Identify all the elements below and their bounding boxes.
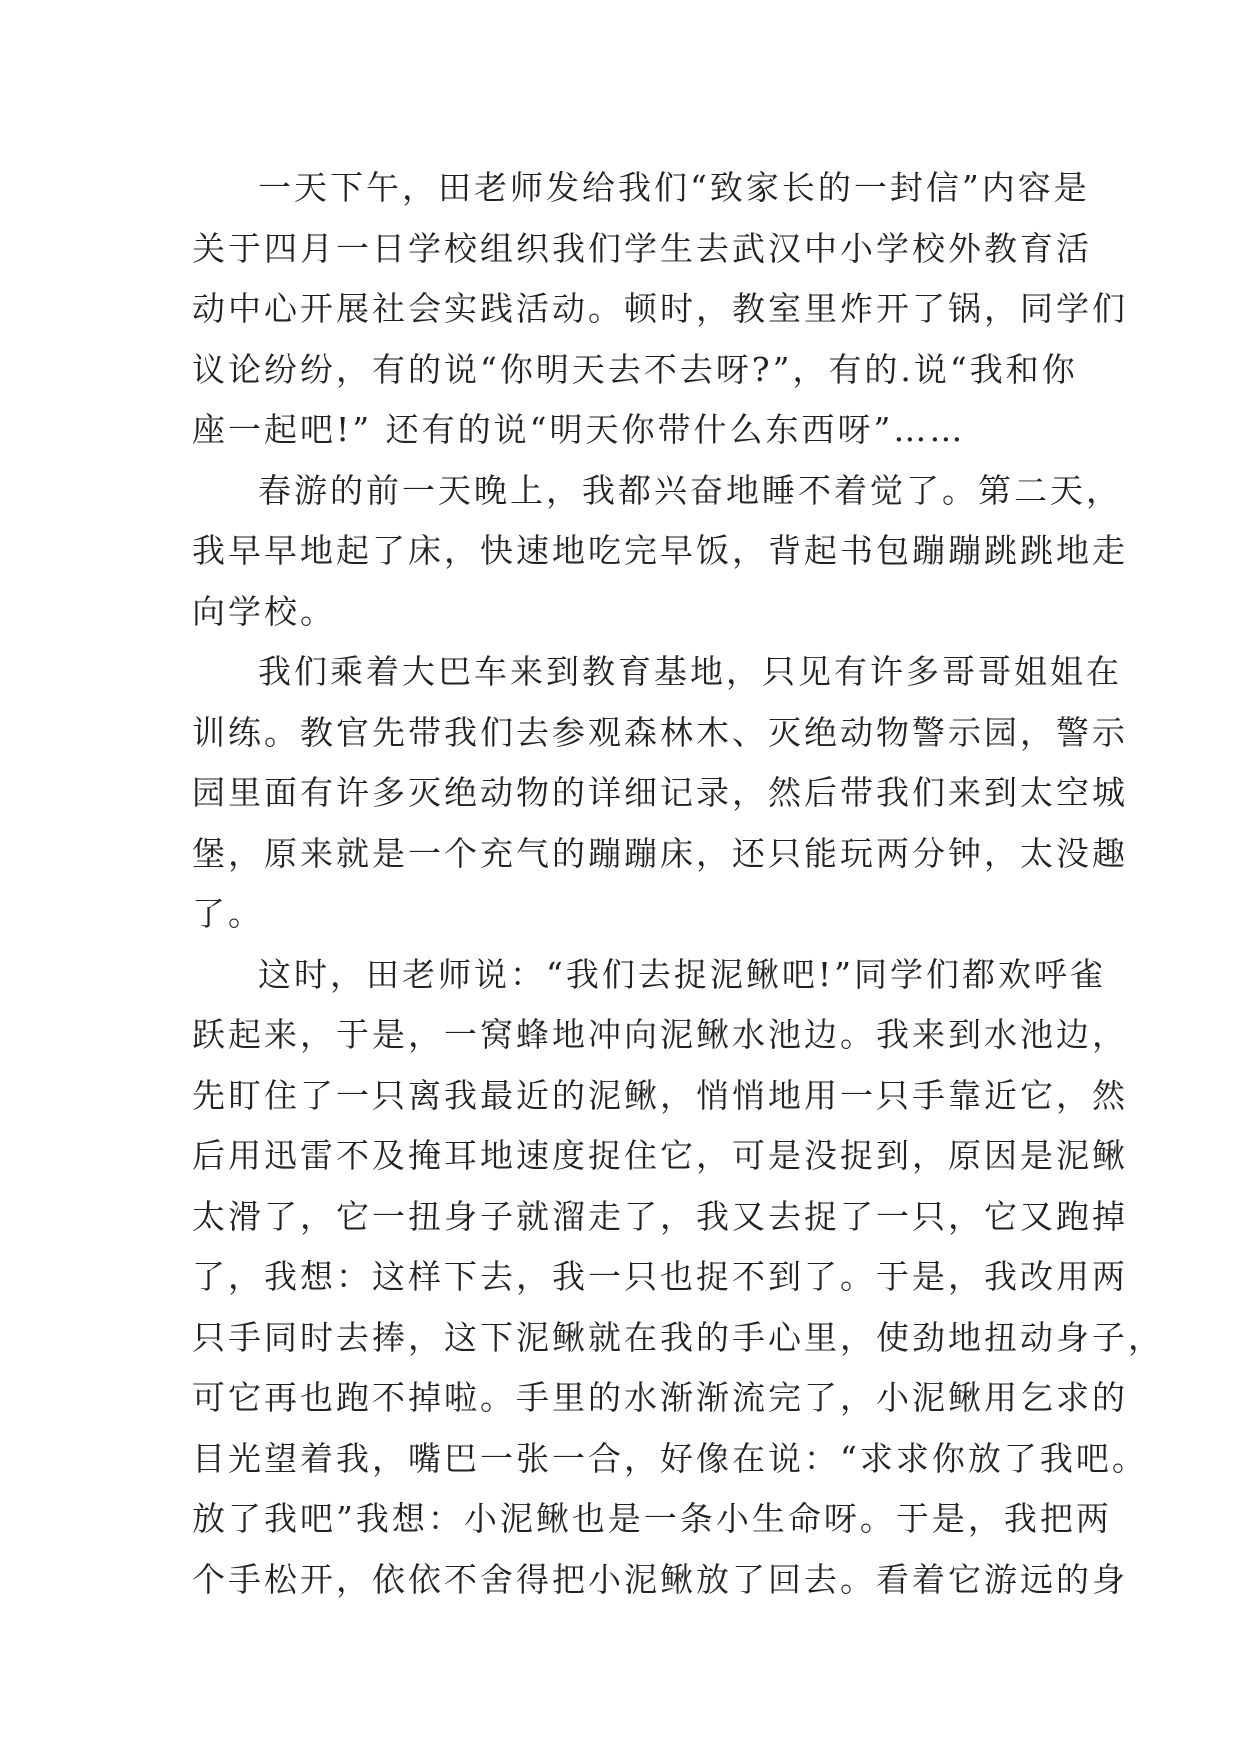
paragraph-1-line-2: 关于四月一日学校组织我们学生去武汉中小学校外教育活 [192, 228, 1092, 268]
paragraph-3-line-4: 堡，原来就是一个充气的蹦蹦床，还只能玩两分钟，太没趣 [192, 833, 1128, 873]
paragraph-4-line-11: 个手松开，依依不舍得把小泥鳅放了回去。看着它游远的身 [192, 1559, 1128, 1599]
paragraph-3-line-5: 了。 [192, 894, 264, 933]
paragraph-4-line-5: 太滑了，它一扭身子就溜走了，我又去捉了一只，它又跑掉 [192, 1196, 1128, 1236]
paragraph-4-line-10: 放了我吧”我想：小泥鳅也是一条小生命呀。于是，我把两 [192, 1499, 1112, 1538]
paragraph-3-line-3: 园里面有许多灭绝动物的详细记录，然后带我们来到太空城 [192, 773, 1128, 812]
paragraph-1-line-3: 动中心开展社会实践活动。顿时，教室里炸开了锅，同学们 [192, 289, 1128, 328]
paragraph-1-line-4: 议论纷纷，有的说“你明天去不去呀?”，有的.说“我和你 [192, 349, 1078, 389]
paragraph-4-line-2: 跃起来，于是，一窝蜂地冲向泥鳅水池边。我来到水池边， [192, 1015, 1128, 1054]
paragraph-4-line-4: 后用迅雷不及掩耳地速度捉住它，可是没捉到，原因是泥鳅 [192, 1136, 1128, 1175]
paragraph-2-line-2: 我早早地起了床，快速地吃完早饭，背起书包蹦蹦跳跳地走 [192, 531, 1128, 570]
paragraph-4-line-1: 这时，田老师说：“我们去捉泥鳅吧!”同学们都欢呼雀 [258, 954, 1107, 994]
document-body [192, 158, 1164, 1610]
paragraph-2-line-1: 春游的前一天晚上，我都兴奋地睡不着觉了。第二天， [258, 470, 1122, 510]
paragraph-3-line-2: 训练。教官先带我们去参观森林木、灭绝动物警示园，警示 [192, 712, 1128, 752]
paragraph-4-line-6: 了，我想：这样下去，我一只也捉不到了。于是，我改用两 [192, 1257, 1128, 1296]
paragraph-4-line-3: 先盯住了一只离我最近的泥鳅，悄悄地用一只手靠近它，然 [192, 1075, 1128, 1115]
paragraph-4-line-8: 可它再也跑不掉啦。手里的水渐渐流完了，小泥鳅用乞求的 [192, 1378, 1128, 1417]
paragraph-1-line-1: 一天下午，田老师发给我们“致家长的一封信”内容是 [258, 168, 1090, 207]
paragraph-4-line-9: 目光望着我，嘴巴一张一合，好像在说：“求求你放了我吧。 [192, 1438, 1148, 1478]
paragraph-1-line-5: 座一起吧!” 还有的说“明天你带什么东西呀”…… [192, 410, 966, 449]
paragraph-4-line-7: 只手同时去捧，这下泥鳅就在我的手心里，使劲地扭动身子， [192, 1317, 1164, 1357]
paragraph-2-line-3: 向学校。 [192, 591, 336, 631]
paragraph-3-line-1: 我们乘着大巴车来到教育基地，只见有许多哥哥姐姐在 [258, 652, 1122, 691]
